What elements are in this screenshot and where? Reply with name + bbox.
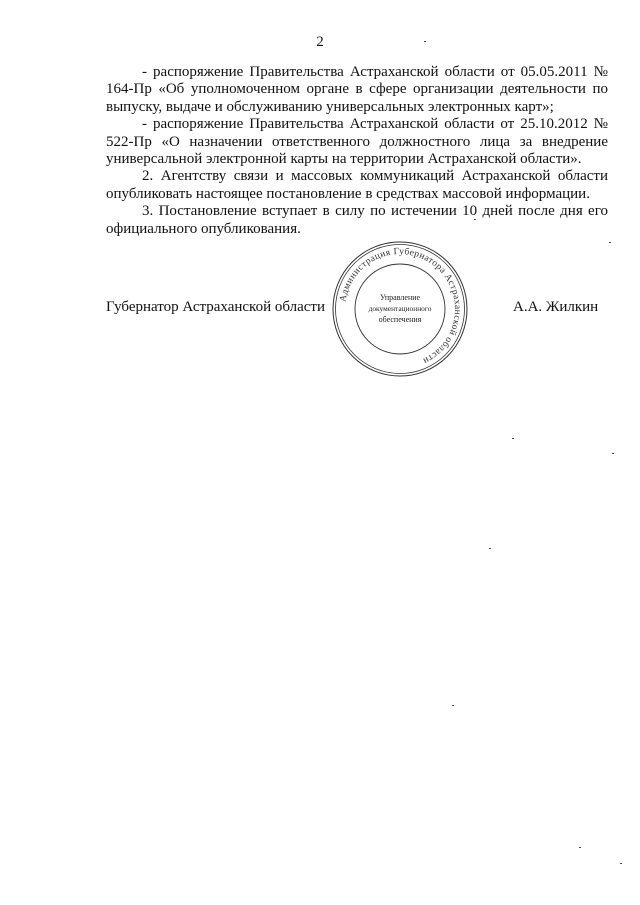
paragraph-publication: 2. Агентству связи и массовых коммуникаций Астраханской области опубликовать настоящее постановление в средствах массовой информации. (106, 168, 608, 202)
scan-speck (620, 863, 622, 864)
scan-speck (579, 847, 581, 848)
signatory-position: Губернатор Астраханской области (106, 299, 326, 315)
paragraph-effective-date: 3. Постановление вступает в силу по истечении 10 дней после дня его официального опубликования. (106, 203, 608, 237)
document-body (106, 64, 608, 238)
seal-center-line-2: документационного (368, 304, 432, 313)
page-number: 2 (316, 34, 324, 50)
scan-speck (452, 705, 454, 706)
official-seal (330, 239, 470, 379)
seal-ring-text: Администрация Губернатора Астраханской области (338, 246, 463, 366)
scan-speck (512, 438, 514, 439)
scan-speck (489, 548, 491, 549)
scan-speck (612, 453, 614, 454)
seal-center-line-1: Управление (379, 293, 421, 302)
paragraph-revoked-order-522: - распоряжение Правительства Астраханской области от 25.10.2012 № 522-Пр «О назначении ответственного должностного лица за внедрение универсальной электронной карты на территории Астраханской области». (106, 116, 608, 168)
seal-center-line-3: обеспечения (378, 315, 422, 324)
paragraph-revoked-order-164: - распоряжение Правительства Астраханской области от 05.05.2011 № 164-Пр «Об уполномоченном органе в сфере организации деятельности по выпуску, выдаче и обслуживанию универсальных электронных карт»; (106, 64, 608, 115)
signatory-name: А.А. Жилкин (513, 299, 599, 315)
scan-speck (474, 219, 476, 220)
scan-speck (424, 41, 426, 42)
scan-speck (609, 242, 611, 243)
seal-stamp-icon (330, 239, 470, 379)
